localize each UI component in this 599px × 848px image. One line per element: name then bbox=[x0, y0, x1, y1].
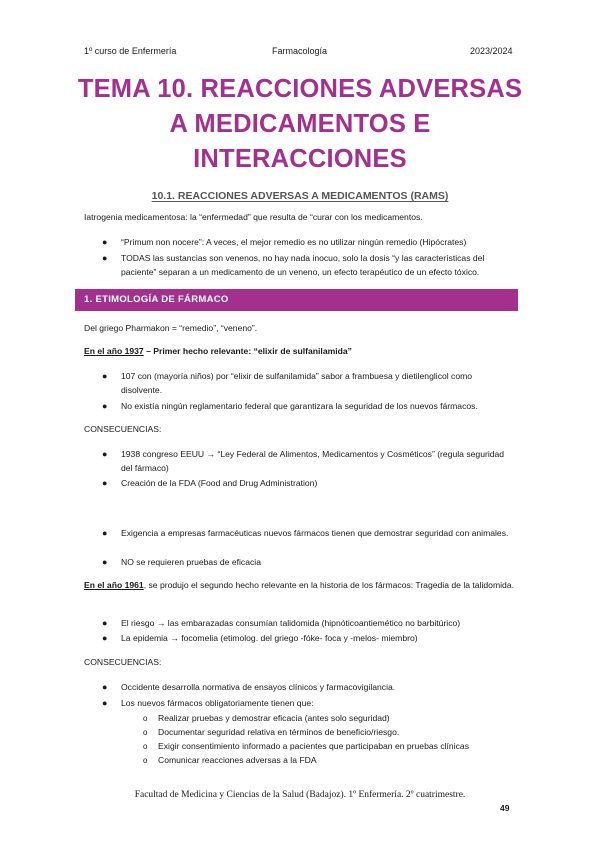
bullet-icon: ● bbox=[102, 528, 108, 538]
list-item: Creación de la FDA (Food and Drug Administration) bbox=[121, 478, 318, 488]
page-footer: Facultad de Medicina y Ciencias de la Salud (Badajoz). 1º Enfermería. 2º cuatrimestre. bbox=[134, 790, 466, 800]
event-1961 bbox=[84, 579, 524, 593]
list-item: Exigir consentimiento informado a pacientes que participaban en pruebas clínicas bbox=[158, 741, 469, 751]
circle-bullet-icon: o bbox=[143, 742, 148, 751]
page-title-line-1: TEMA 10. REACCIONES ADVERSAS bbox=[77, 75, 523, 103]
list-item: La epidemia → focomelia (etimolog. del griego -fóke- foca y -melos- miembro) bbox=[121, 633, 418, 643]
circle-bullet-icon: o bbox=[143, 728, 148, 737]
list-item: Comunicar reacciones adversas a la FDA bbox=[158, 755, 317, 765]
bullet-icon: ● bbox=[102, 478, 108, 488]
header-course: 1º curso de Enfermería bbox=[84, 46, 177, 56]
bullet-icon: ● bbox=[102, 557, 108, 567]
event-1937-desc: – Primer hecho relevante: “elixir de sulfanilamida” bbox=[143, 346, 352, 356]
event-1961-year: En el año 1961 bbox=[84, 580, 144, 590]
bullet-icon: ● bbox=[102, 633, 108, 643]
page-title-line-2: A MEDICAMENTOS E bbox=[169, 110, 431, 138]
event-1937-year: En el año 1937 bbox=[84, 346, 144, 356]
bullet-icon: ● bbox=[102, 371, 108, 381]
list-item: Realizar pruebas y demostrar eficacia (antes solo seguridad) bbox=[158, 713, 390, 723]
list-item: No existía ningún reglamentario federal que garantizara la seguridad de los nuevos fármacos. bbox=[121, 401, 478, 411]
bullet-icon: ● bbox=[102, 237, 108, 247]
header-subject: Farmacología bbox=[272, 46, 328, 56]
page-title-line-3: INTERACCIONES bbox=[193, 145, 407, 173]
list-item: El riesgo → las embarazadas consumían talidomida (hipnóticoantiemético no barbitúrico) bbox=[121, 618, 461, 628]
circle-bullet-icon: o bbox=[143, 756, 148, 765]
section-subtitle: 10.1. REACCIONES ADVERSAS A MEDICAMENTOS (RAMS) bbox=[151, 190, 449, 202]
list-item: Exigencia a empresas farmacéuticas nuevos fármacos tienen que demostrar seguridad con animales. bbox=[121, 528, 509, 538]
section-heading-band bbox=[75, 289, 518, 311]
circle-bullet-icon: o bbox=[143, 714, 148, 723]
list-item: 1938 congreso EEUU → “Ley Federal de Alimentos, Medicamentos y Cosméticos” (regula seguridad del fármaco) bbox=[121, 449, 505, 473]
list-item: Occidente desarrolla normativa de ensayos clínicos y farmacovigilancia. bbox=[121, 682, 396, 692]
bullet-icon: ● bbox=[102, 698, 108, 708]
list-item: NO se requieren pruebas de eficacia bbox=[121, 557, 261, 567]
list-item: 107 con (mayoría niños) por “elixir de sulfanilamida” sabor a frambuesa y dietilenglicol como disolvente. bbox=[121, 371, 473, 395]
iatrogenia-definition: Iatrogenia medicamentosa: la “enfermedad” que resulta de “curar con los medicamentos. bbox=[84, 212, 423, 222]
header-year: 2023/2024 bbox=[470, 46, 513, 56]
consecuencias-label-1: CONSECUENCIAS: bbox=[84, 424, 162, 434]
etymology-line: Del griego Pharmakon = “remedio”, “veneno”. bbox=[84, 323, 258, 333]
event-1961-desc: , se produjo el segundo hecho relevante en la historia de los fármacos: Tragedia de la talidomida. bbox=[143, 580, 514, 590]
page-number: 49 bbox=[500, 803, 510, 813]
event-1937 bbox=[84, 345, 524, 359]
bullet-icon: ● bbox=[102, 253, 108, 263]
list-item: “Primum non nocere”: A veces, el mejor remedio es no utilizar ningún remedio (Hipócrates) bbox=[121, 237, 467, 247]
list-item: TODAS las sustancias son venenos, no hay nada inocuo, solo la dosis “y las características del paciente” separan a un medicamento de un veneno, un efecto terapéutico de un efecto tóxico. bbox=[121, 253, 485, 277]
bullet-icon: ● bbox=[102, 682, 108, 692]
bullet-icon: ● bbox=[102, 449, 108, 459]
consecuencias-label-2: CONSECUENCIAS: bbox=[84, 657, 162, 667]
section-heading: 1. ETIMOLOGÍA DE FÁRMACO bbox=[84, 294, 229, 305]
bullet-icon: ● bbox=[102, 401, 108, 411]
bullet-icon: ● bbox=[102, 618, 108, 628]
list-item: Los nuevos fármacos obligatoriamente tienen que: bbox=[121, 698, 314, 708]
list-item: Documentar seguridad relativa en términos de beneficio/riesgo. bbox=[158, 727, 400, 737]
